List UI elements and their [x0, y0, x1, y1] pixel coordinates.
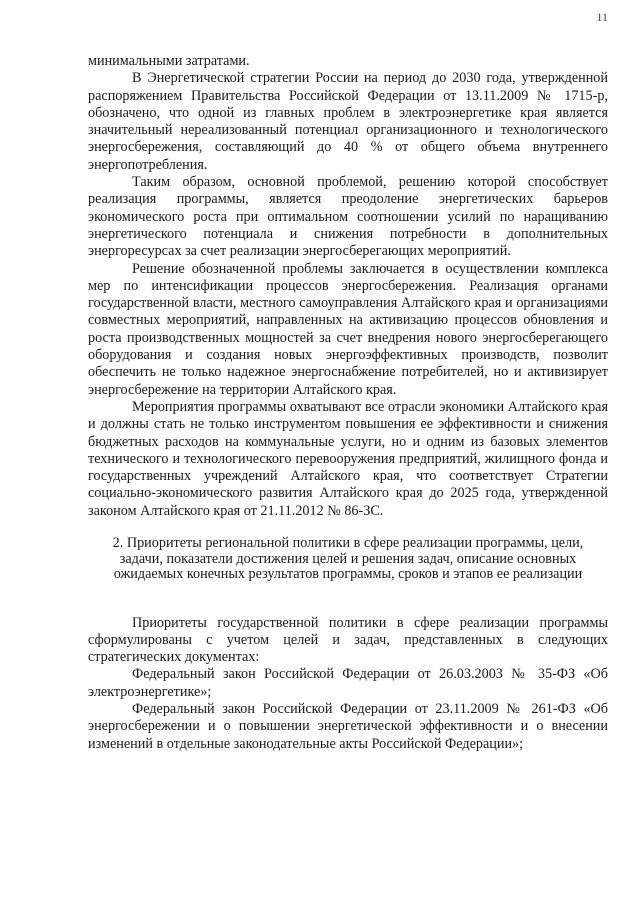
page-number: 11 — [596, 10, 608, 24]
paragraph: В Энергетической стратегии России на период до 2030 года, утвержденной распоряжением Правительства Российской Федерации от 13.11.2009 № 1715-р, обозначено, что одной из главных проблем в электроэнергетике края является значительный нереализованный потенциал организационного и технологического энергосбережения, составляющий до 40 % от общего объема внутреннего энергопотребления. — [88, 70, 608, 173]
document-body — [88, 53, 608, 753]
section-heading: 2. Приоритеты региональной политики в сфере реализации программы, цели, задачи, показатели достижения целей и решения задач, описание основных ожидаемых конечных результатов программы, сроков и этапов ее реализации — [112, 535, 584, 583]
paragraph: Решение обозначенной проблемы заключается в осуществлении комплекса мер по интенсификации процессов энергосбережения. Реализация органами государственной власти, местного самоуправления Алтайского края и организациями совместных мероприятий, направленных на активизацию процессов обновления и роста производственных мощностей за счет внедрения нового энергосберегающего оборудования и создания новых энергоэффективных производств, позволит обеспечить не только надежное энергоснабжение потребителей, но и активизирует энергосбережение на территории Алтайского края. — [88, 260, 608, 398]
paragraph: Мероприятия программы охватывают все отрасли экономики Алтайского края и должны стать не только инструментом повышения ее эффективности и снижения бюджетных расходов на коммунальные услуги, но и одним из базовых элементов технического и технологического перевооружения предприятий, жилищного фонда и государственных учреждений Алтайского края, что соответствует Стратегии социально-экономического развития Алтайского края до 2025 года, утвержденной законом Алтайского края от 21.11.2012 № 86-ЗС. — [88, 398, 608, 519]
paragraph: минимальными затратами. — [88, 53, 250, 69]
spacer — [88, 520, 608, 536]
paragraph: Приоритеты государственной политики в сфере реализации программы сформулированы с учетом целей и задач, представленных в следующих стратегических документах: — [88, 614, 608, 666]
paragraph: Федеральный закон Российской Федерации от 23.11.2009 № 261-ФЗ «Об энергосбережении и о повышении энергетической эффективности и о внесении изменений в отдельные законодательные акты Российской Федерации»; — [88, 701, 608, 752]
paragraph: Федеральный закон Российской Федерации от 26.03.2003 № 35-ФЗ «Об электроэнергетике»; — [88, 666, 608, 700]
paragraph: Таким образом, основной проблемой, решению которой способствует реализация программы, является преодоление энергетических барьеров экономического роста при оптимальном соотношении усилий по наращиванию энергетического потенциала и снижения потребности в дополнительных энергоресурсах за счет реализации энергосберегающих мероприятий. — [88, 174, 608, 260]
spacer — [88, 583, 608, 615]
